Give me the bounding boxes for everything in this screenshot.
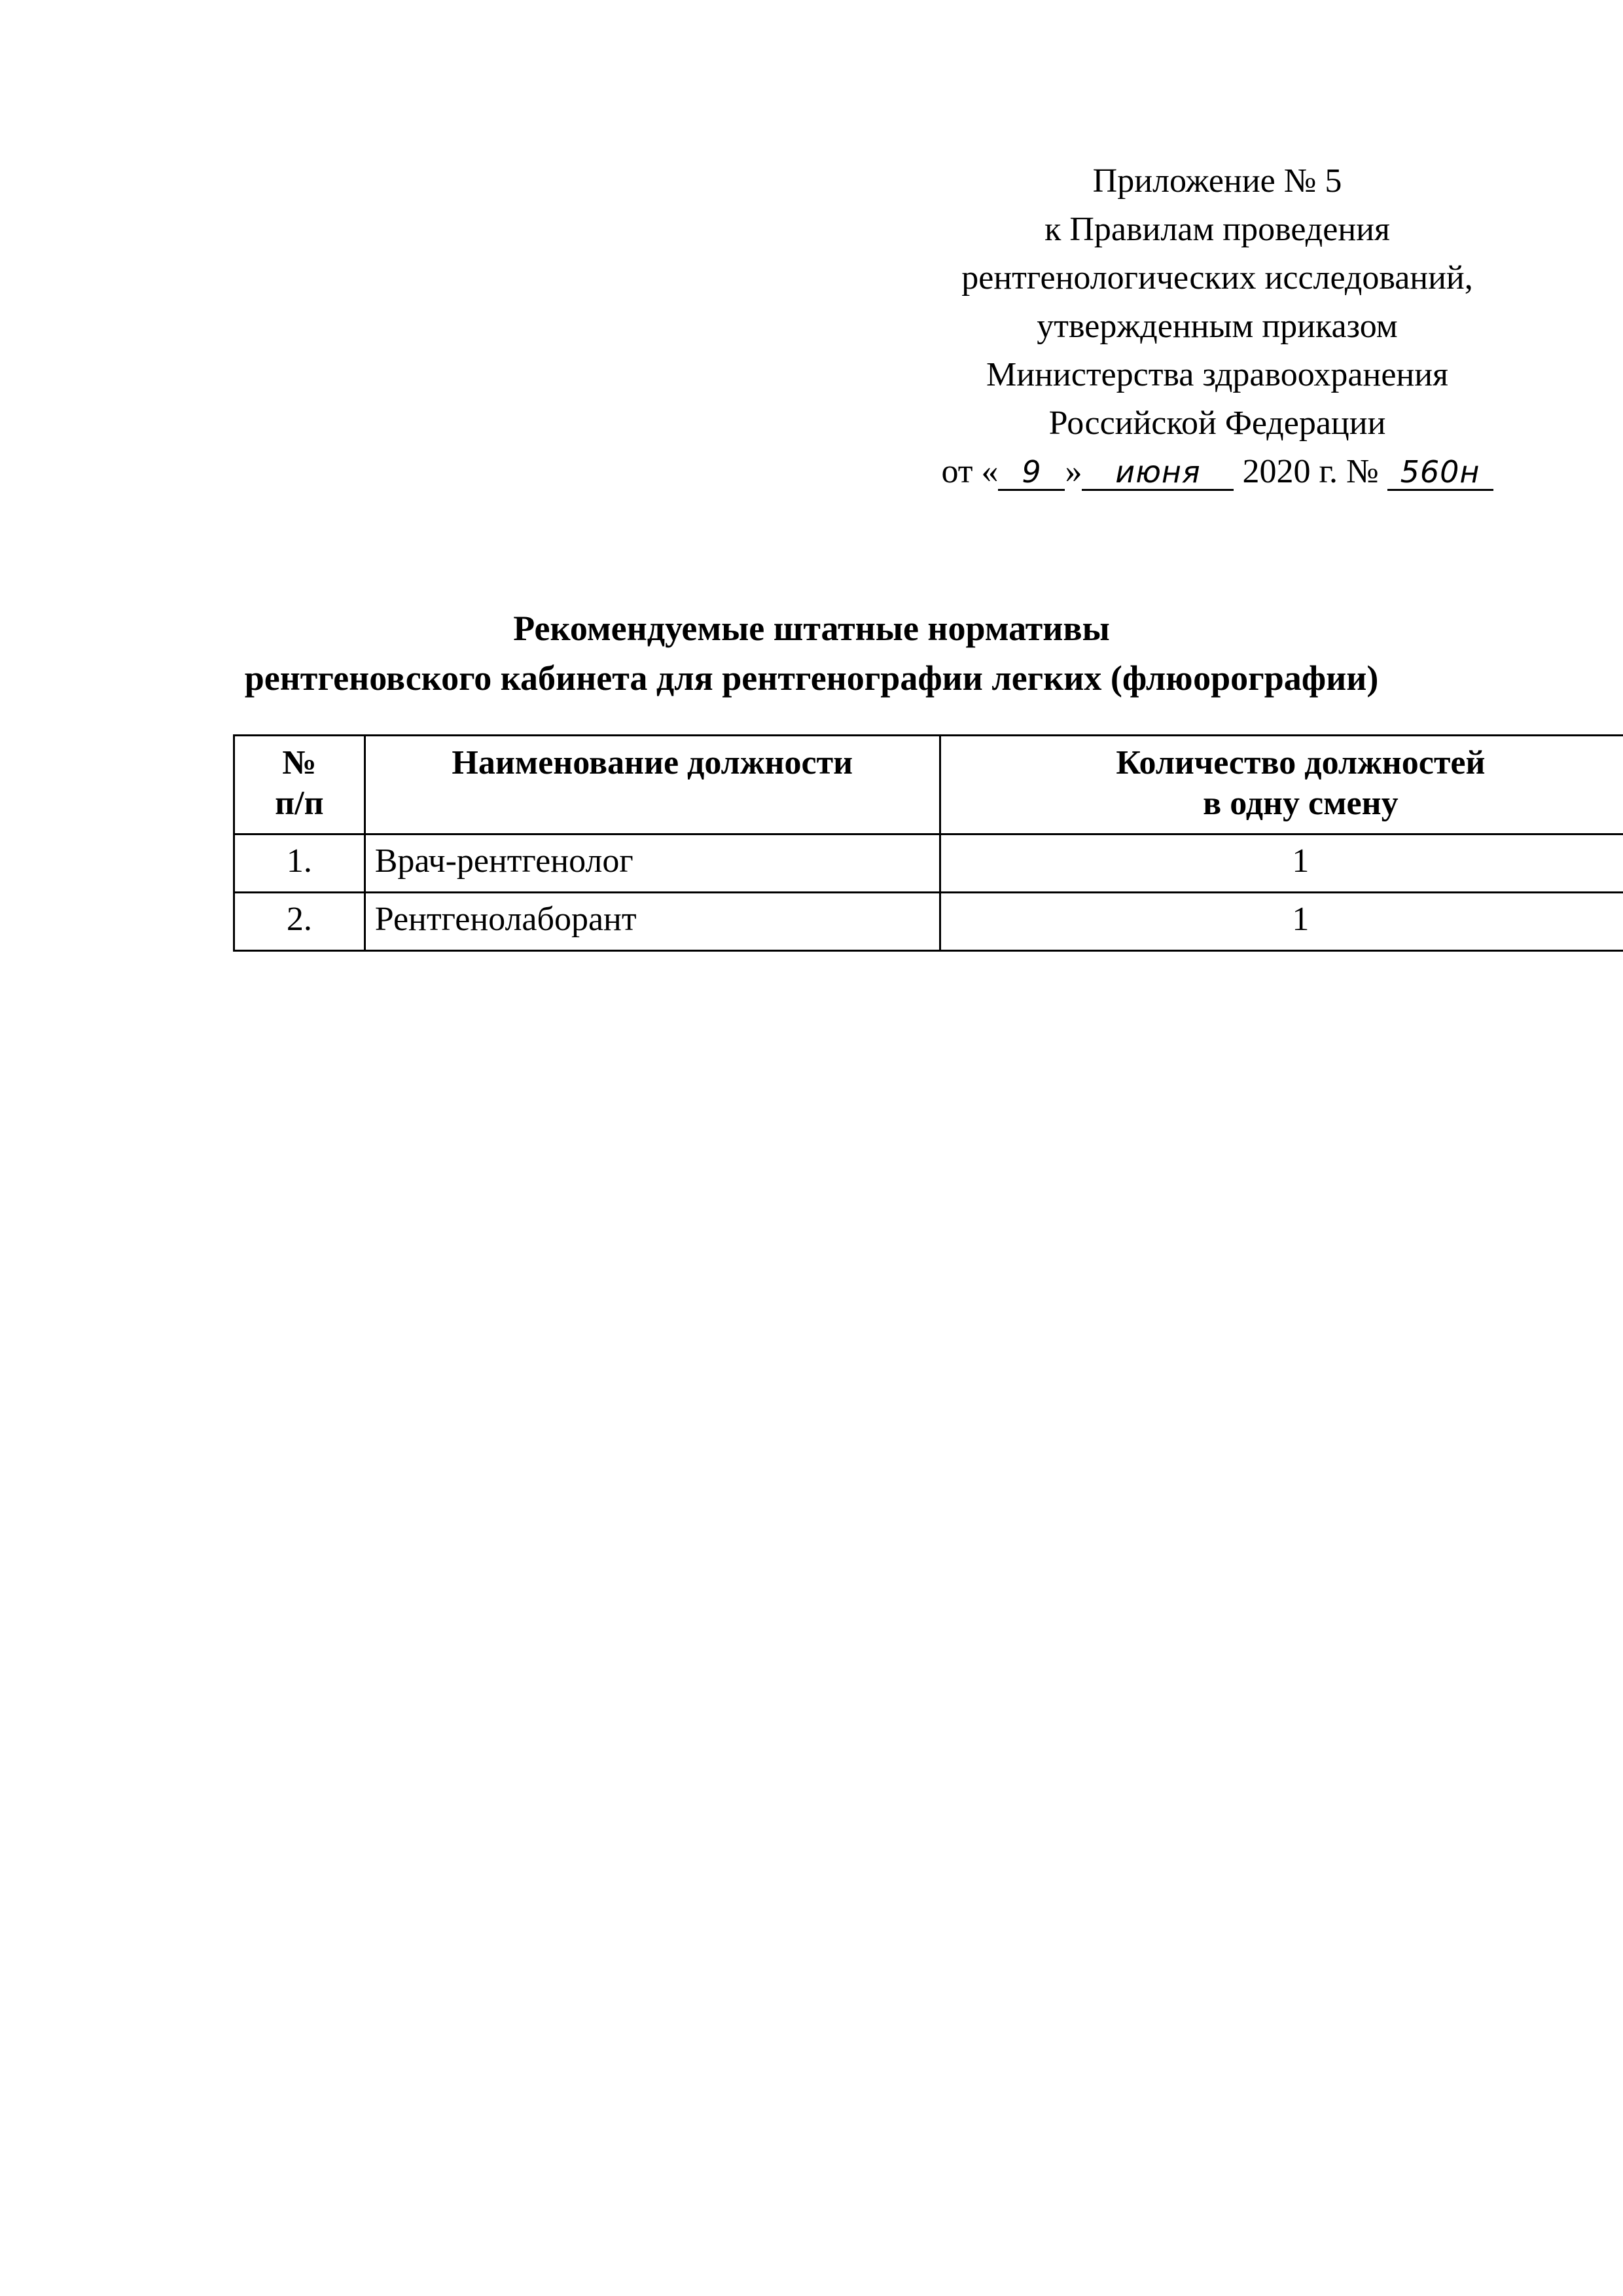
header-number-line-1: № (282, 744, 317, 781)
row-position: Врач-рентгенолог (365, 834, 940, 893)
row-quantity: 1 (940, 834, 1623, 893)
approval-line-federation: Российской Федерации (1048, 404, 1386, 442)
approval-block (870, 157, 1564, 496)
date-quote-close: » (1065, 453, 1082, 490)
staffing-table (233, 734, 1623, 952)
approval-line-approved: утвержденным приказом (1037, 308, 1398, 345)
table-row (234, 893, 1623, 951)
handwritten-order-number: 560н (1387, 455, 1493, 491)
header-quantity-line-2: в одну смену (1203, 785, 1399, 822)
approval-line-studies: рентгенологических исследований, (961, 259, 1473, 296)
table-row (234, 834, 1623, 893)
header-quantity (940, 736, 1623, 834)
title-line-1: Рекомендуемые штатные нормативы (513, 609, 1110, 648)
header-quantity-line-1: Количество должностей (1116, 744, 1486, 781)
approval-line-rules: к Правилам проведения (1044, 211, 1390, 248)
order-date-line (870, 448, 1564, 496)
date-prefix: от « (941, 453, 999, 490)
row-number: 2. (234, 893, 365, 951)
handwritten-day: 9 (998, 455, 1065, 491)
header-number (234, 736, 365, 834)
table-header-row (234, 736, 1623, 834)
handwritten-month: июня (1082, 455, 1234, 491)
approval-line-appendix: Приложение № 5 (1092, 162, 1342, 200)
document-title (131, 603, 1492, 703)
row-position: Рентгенолаборант (365, 893, 940, 951)
header-position: Наименование должности (365, 736, 940, 834)
date-year-text: 2020 г. № (1242, 453, 1379, 490)
header-number-line-2: п/п (275, 785, 324, 822)
title-line-2: рентгеновского кабинета для рентгенографии легких (флюорографии) (244, 658, 1379, 698)
approval-line-ministry: Министерства здравоохранения (986, 356, 1448, 393)
row-number: 1. (234, 834, 365, 893)
row-quantity: 1 (940, 893, 1623, 951)
